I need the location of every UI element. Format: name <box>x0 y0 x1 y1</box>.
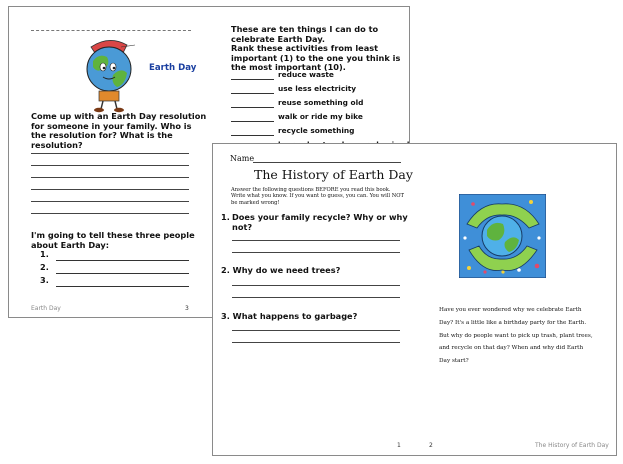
entry-number: 1. <box>40 249 49 259</box>
text-line: the resolution for? What is the <box>31 130 173 141</box>
activity-row <box>231 126 401 138</box>
activity-label: reuse something old <box>278 98 364 107</box>
person-entry <box>31 276 201 288</box>
answer-line[interactable] <box>232 240 400 241</box>
text-line: be marked wrong! <box>231 199 280 206</box>
page-number: 3 <box>185 305 189 312</box>
writing-line[interactable] <box>31 189 189 190</box>
rank-blank[interactable] <box>231 135 274 136</box>
entry-number: 2. <box>40 262 49 272</box>
activity-label: walk or ride my bike <box>278 112 363 121</box>
text-line: Have you ever wondered why we celebrate Earth <box>439 307 582 313</box>
question-number: 1. <box>221 212 230 222</box>
page-number-left: 1 <box>397 442 401 449</box>
activity-row <box>231 84 401 96</box>
text-line: Write what you know. If you want to guess, you can. You will NOT <box>231 193 404 200</box>
text-line: the most important (10). <box>231 62 346 73</box>
question-3 <box>221 312 357 322</box>
question-text: What happens to garbage? <box>232 311 358 321</box>
rank-blank[interactable] <box>231 93 274 94</box>
person-entry <box>31 263 201 275</box>
text-line: I'm going to tell these three people <box>31 230 195 240</box>
tell-people-prompt <box>31 231 195 250</box>
text-line: Come up with an Earth Day resolution <box>31 111 207 121</box>
rank-blank[interactable] <box>231 107 274 108</box>
dashed-divider <box>31 30 191 31</box>
rank-blank[interactable] <box>231 121 274 122</box>
writing-line[interactable] <box>31 165 189 166</box>
text-line: celebrate Earth Day. <box>231 33 326 44</box>
question-1 <box>221 213 230 223</box>
activity-row <box>231 98 401 110</box>
text-line: about Earth Day: <box>31 239 110 250</box>
activity-label: reduce waste <box>278 70 334 79</box>
text-line: and recycle on that day? When and why did Earth <box>439 345 584 352</box>
answer-blank[interactable] <box>56 273 189 274</box>
answer-line[interactable] <box>232 252 400 253</box>
writing-line[interactable] <box>31 153 189 154</box>
question-text: Why do we need trees? <box>232 265 341 275</box>
text-line: for someone in your family. Who is <box>31 120 192 131</box>
question-2 <box>221 266 340 276</box>
earth-character-illustration <box>81 35 139 113</box>
activity-row <box>231 70 401 82</box>
earth-day-heading: Earth Day <box>149 63 197 73</box>
text-line: Answer the following questions BEFORE you read this book. <box>231 187 391 193</box>
resolution-prompt <box>31 112 206 150</box>
entry-number: 3. <box>40 275 49 285</box>
writing-line[interactable] <box>31 213 189 214</box>
name-label: Name <box>230 154 255 163</box>
name-field[interactable] <box>253 162 401 163</box>
page-title: The History of Earth Day <box>254 167 413 182</box>
answer-line[interactable] <box>232 285 400 286</box>
text-line: Day? It's a little like a birthday party for the Earth. <box>439 319 587 326</box>
writing-line[interactable] <box>31 201 189 202</box>
person-entry <box>31 250 201 262</box>
footer-title: The History of Earth Day <box>535 442 609 449</box>
answer-line[interactable] <box>232 342 400 343</box>
text-line: Day start? <box>439 358 469 365</box>
answer-line[interactable] <box>232 330 400 331</box>
text-line: But why do people want to pick up trash, plant trees, <box>439 332 593 339</box>
answer-line[interactable] <box>232 297 400 298</box>
answer-blank[interactable] <box>56 286 189 287</box>
question-1-text <box>232 213 408 232</box>
text-line: Rank these activities from least <box>231 43 379 54</box>
writing-line[interactable] <box>31 177 189 178</box>
activity-row <box>231 112 401 124</box>
instructions <box>231 187 404 206</box>
front-worksheet-page <box>212 143 617 456</box>
activity-label: recycle something <box>278 126 355 135</box>
text-line: important (1) to the one you think is <box>231 52 401 63</box>
rank-blank[interactable] <box>231 79 274 80</box>
text-line: not? <box>232 221 253 232</box>
answer-blank[interactable] <box>56 260 189 261</box>
question-number: 3. <box>221 311 230 321</box>
page-number-right: 2 <box>429 442 433 449</box>
activity-label: use less electricity <box>278 84 357 93</box>
earth-day-illustration <box>459 194 546 278</box>
story-text <box>439 304 593 368</box>
ten-things-prompt <box>231 25 400 73</box>
question-number: 2. <box>221 265 230 275</box>
footer-title: Earth Day <box>31 305 61 312</box>
text-line: resolution? <box>31 139 83 150</box>
text-line: These are ten things I can do to <box>231 24 379 34</box>
text-line: Does your family recycle? Why or why <box>232 212 408 222</box>
